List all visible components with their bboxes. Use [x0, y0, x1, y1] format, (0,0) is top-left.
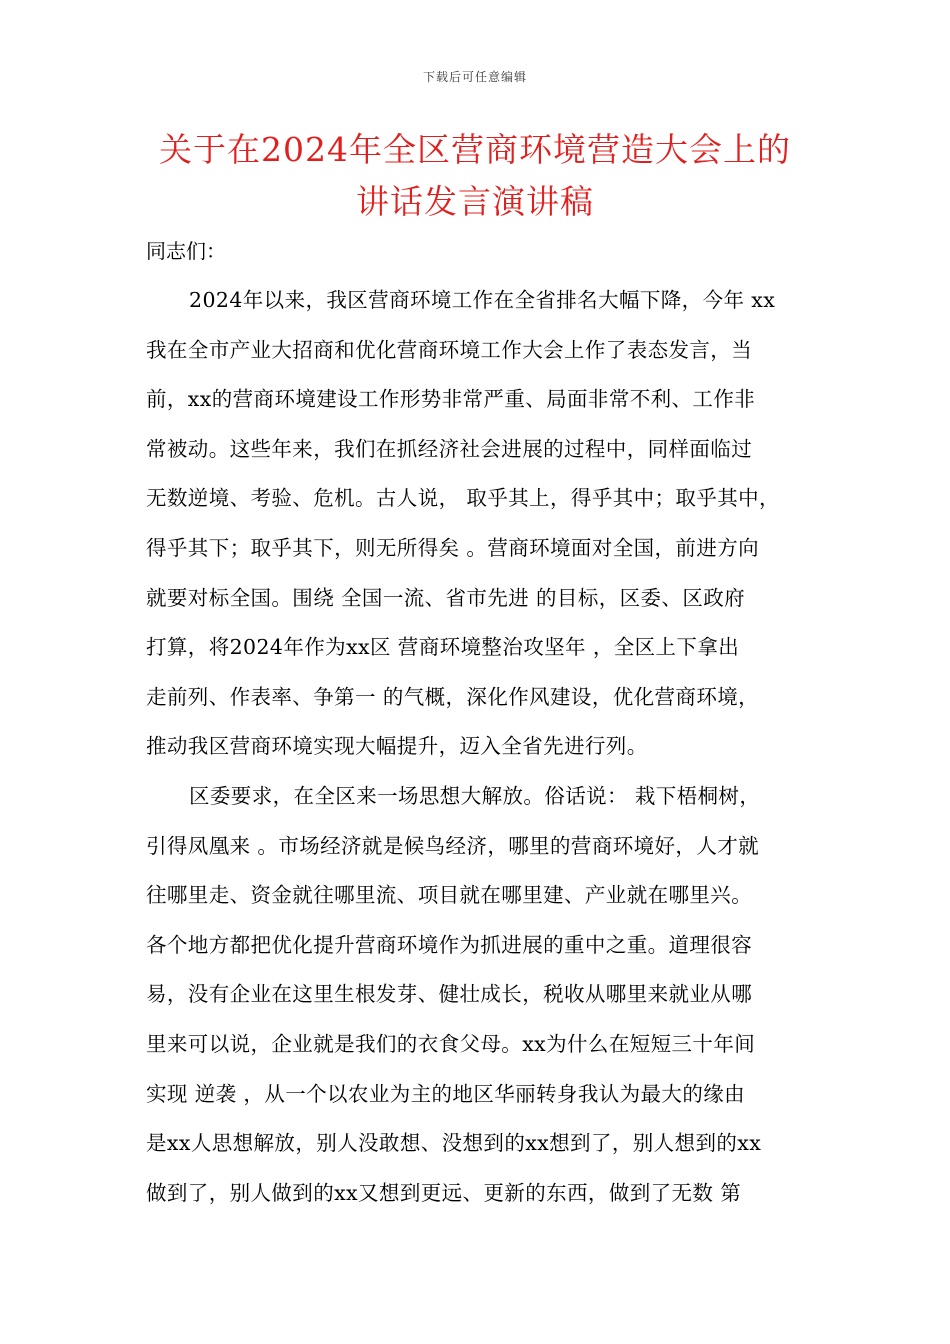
text-line: 走前列、作表率、争第一 的气概，深化作风建设，优化营商环境， — [146, 684, 760, 709]
header-note: 下载后可任意编辑 — [422, 70, 527, 84]
title-line-2: 讲话发言演讲稿 — [356, 182, 594, 221]
text-line: 往哪里走、资金就往哪里流、项目就在哪里建、产业就在哪里兴。 — [146, 883, 753, 908]
text-line: 打算，将2024年作为xx区 营商环境整治攻坚年 ，全区上下拿出 — [146, 635, 740, 660]
text-line: 我在全市产业大招商和优化营商环境工作大会上作了表态发言，当 — [146, 337, 753, 362]
text-line: 区委要求，在全区来一场思想大解放。俗话说： 栽下梧桐树， — [189, 783, 761, 808]
document-title — [0, 124, 950, 228]
text-line: 就要对标全国。围绕 全国一流、省市先进 的目标，区委、区政府 — [146, 585, 746, 610]
text-line: 实现 逆袭 ，从一个以农业为主的地区华丽转身我认为最大的缘由 — [146, 1081, 746, 1106]
text-line: 各个地方都把优化提升营商环境作为抓进展的重中之重。道理很容 — [146, 932, 753, 957]
text-line: 得乎其下；取乎其下，则无所得矣 。营商环境面对全国，前进方向 — [146, 535, 760, 560]
text-line: 前，xx的营商环境建设工作形势非常严重、局面非常不利、工作非 — [146, 387, 756, 412]
text-line: 无数逆境、考验、危机。古人说， 取乎其上，得乎其中；取乎其中， — [146, 486, 780, 511]
salutation: 同志们： — [146, 239, 226, 263]
body-text — [146, 284, 826, 1226]
text-line: 里来可以说，企业就是我们的衣食父母。xx为什么在短短三十年间 — [146, 1031, 756, 1056]
title-line-1: 关于在2024年全区营商环境营造大会上的 — [159, 130, 791, 169]
text-line: 推动我区营商环境实现大幅提升，迈入全省先进行列。 — [146, 734, 648, 759]
text-line: 是xx人思想解放，别人没敢想、没想到的xx想到了，别人想到的xx — [146, 1131, 762, 1156]
text-line: 易，没有企业在这里生根发芽、健壮成长，税收从哪里来就业从哪 — [146, 982, 753, 1007]
text-line: 引得凤凰来 。市场经济就是候鸟经济，哪里的营商环境好，人才就 — [146, 833, 760, 858]
text-line: 做到了，别人做到的xx又想到更远、更新的东西，做到了无数 第 — [146, 1180, 742, 1205]
text-line: 常被动。这些年来，我们在抓经济社会进展的过程中，同样面临过 — [146, 436, 753, 461]
text-line: 2024年以来，我区营商环境工作在全省排名大幅下降，今年 xx — [189, 288, 776, 312]
